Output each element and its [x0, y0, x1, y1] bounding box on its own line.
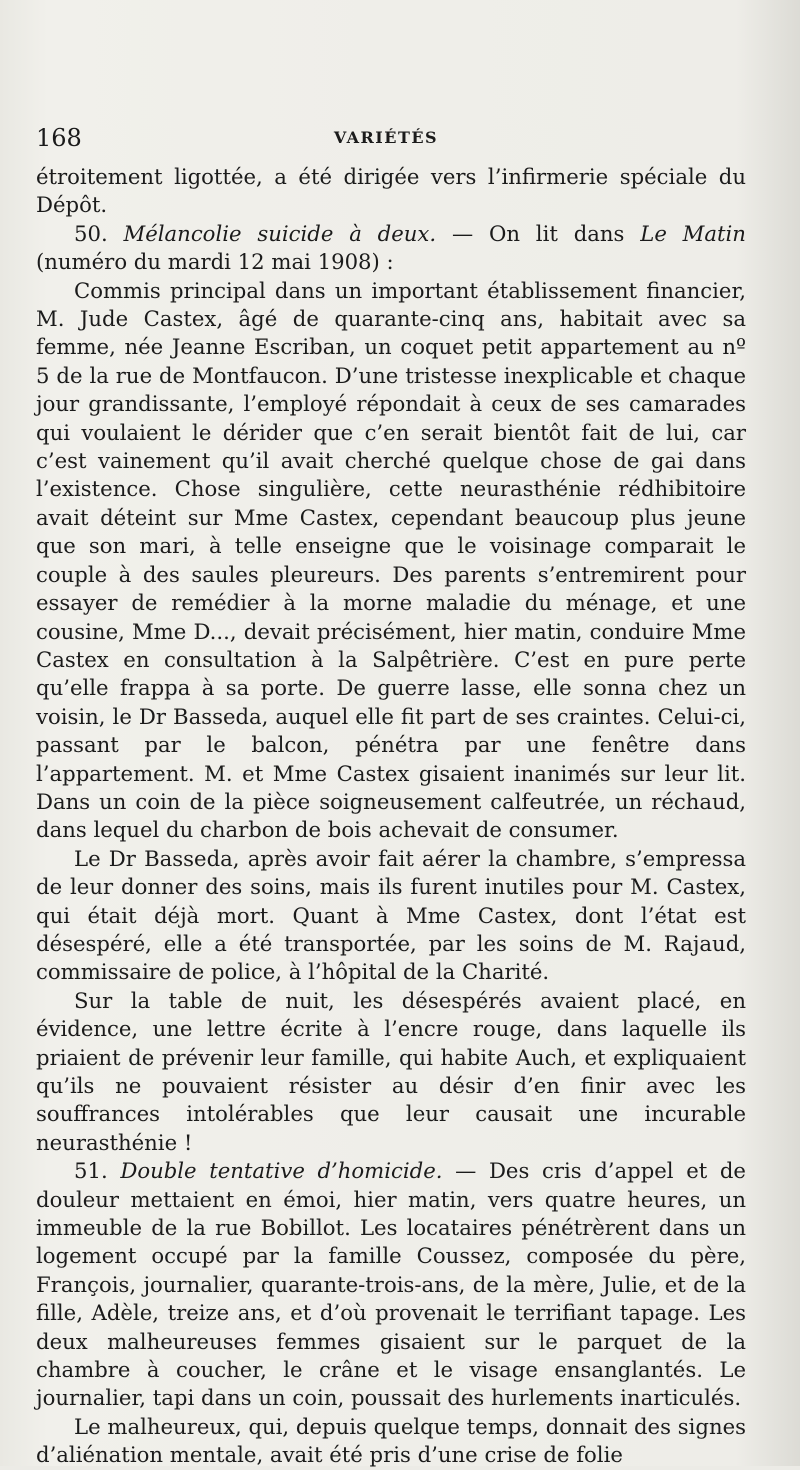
section-50-paragraph-2: Le Dr Basseda, après avoir fait aérer la chambre, s’empressa de leur donner des soins, mais ils furent inutiles pour M. Castex, qui était déjà mort. Quant à Mme Castex, dont l’état est désespéré, elle a été transportée, par les soins de M. Rajaud, commissaire de police, à l’hôpital de la Charité.: [36, 845, 746, 985]
page-header: [36, 124, 736, 158]
running-head: VARIÉTÉS: [333, 128, 439, 147]
section-50-intro: — On lit dans: [451, 220, 625, 246]
section-50-source: Le Matin: [640, 220, 746, 246]
section-50-title: Mélancolie suicide à deux.: [123, 220, 437, 246]
section-50-paragraph-1: Commis principal dans un important établissement financier, M. Jude Castex, âgé de quarante-cinq ans, habitait avec sa femme, née Jeanne Escriban, un coquet petit appartement au nº 5 de la rue de Montfaucon. D’une tristesse inexplicable et chaque jour grandissante, l’employé répondait à ceux de ses camarades qui voulaient le dérider que c’en serait bientôt fait de lui, car c’est vainement qu’il avait cherché quelque chose de gai dans l’existence. Chose singulière, cette neurasthénie rédhibitoire avait déteint sur Mme Castex, cependant beaucoup plus jeune que son mari, à telle enseigne que le voisinage comparait le couple à des saules pleureurs. Des parents s’entremirent pour essayer de remédier à la morne maladie du ménage, et une cousine, Mme D..., devait précisément, hier matin, conduire Mme Castex en consultation à la Salpêtrière. C’est en pure perte qu’elle frappa à sa porte. De guerre lasse, elle sonna chez un voisin, le Dr Basseda, auquel elle fit part de ses craintes. Celui-ci, passant par le balcon, pénétra par une fenêtre dans l’appartement. M. et Mme Castex gisaient inanimés sur leur lit. Dans un coin de la pièce soigneusement calfeutrée, un réchaud, dans lequel du charbon de bois achevait de consumer.: [36, 277, 746, 843]
paragraph-continuation: étroitement ligottée, a été dirigée vers l’infirmerie spéciale du Dépôt.: [36, 164, 746, 218]
body-text: [36, 163, 746, 1470]
section-51-paragraph-2: Le malheureux, qui, depuis quelque temps, donnait des signes d’aliénation mentale, avait été pris d’une crise de folie: [36, 1413, 746, 1468]
page-number: 168: [36, 124, 82, 152]
section-50-paragraph-3: Sur la table de nuit, les désespérés avaient placé, en évidence, une lettre écrite à l’encre rouge, dans laquelle ils priaient de prévenir leur famille, qui habite Auch, et expliquaient qu’ils ne pouvaient résister au désir d’en finir avec les souffrances intolérables que leur causait une incurable neurasthénie !: [36, 987, 746, 1155]
section-51-paragraph-1: [36, 1157, 746, 1413]
section-51-title: Double tentative d’homicide.: [120, 1158, 443, 1184]
section-51-text: — Des cris d’appel et de douleur mettaient en émoi, hier matin, vers quatre heures, un immeuble de la rue Bobillot. Les locataires pénétrèrent dans un logement occupé par la famille Coussez, composée du père, François, journalier, quarante-trois-ans, de la mère, Julie, et de la fille, Adèle, treize ans, et d’où provenait le terrifiant tapage. Les deux malheureuses femmes gisaient sur le parquet de la chambre à coucher, le crâne et le visage ensanglantés. Le journalier, tapi dans un coin, poussait des hurlements inarticulés.: [36, 1158, 746, 1411]
section-50-heading: [36, 220, 746, 277]
section-50-number: 50.: [74, 220, 108, 246]
section-50-date: (numéro du mardi 12 mai 1908) :: [36, 249, 394, 275]
section-51-number: 51.: [74, 1158, 108, 1184]
